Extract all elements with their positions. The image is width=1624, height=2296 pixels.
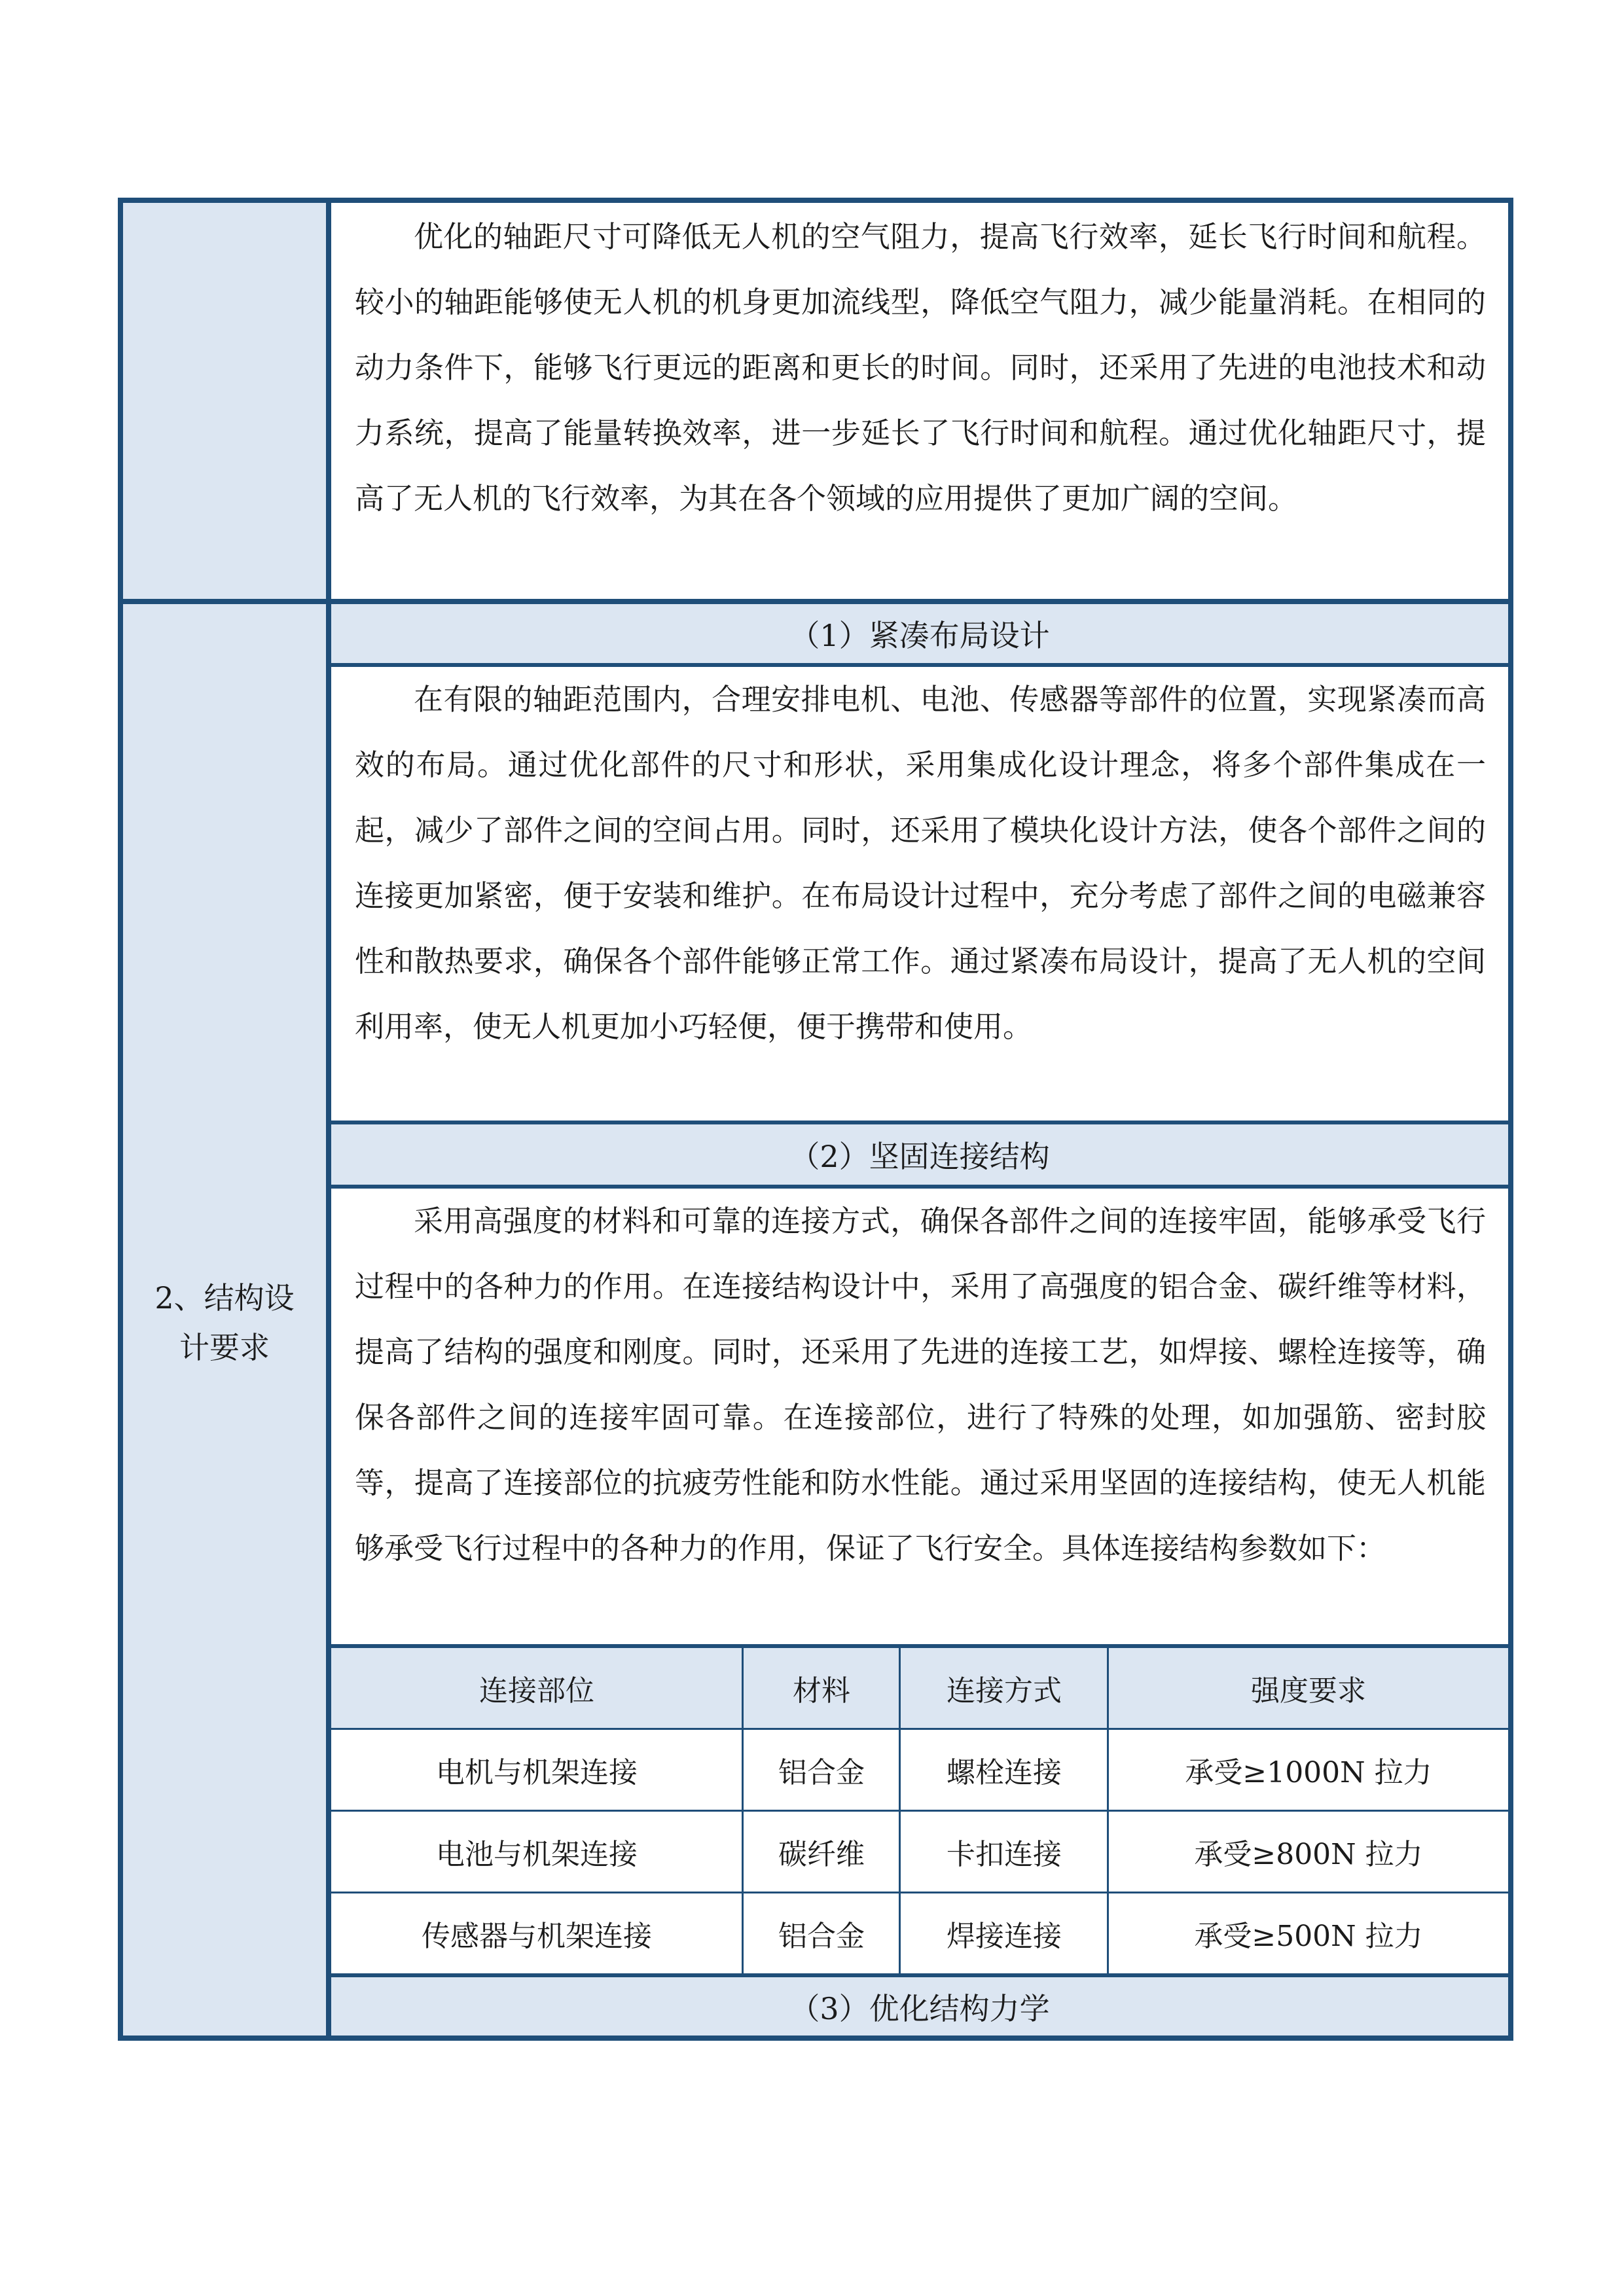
param-table-cell: 卡扣连接: [947, 1838, 1062, 1871]
param-table-col-rule: [742, 1648, 744, 1973]
param-table-cell: 铝合金: [778, 1756, 865, 1789]
param-table-col-rule: [899, 1648, 901, 1973]
section1-paragraph: 优化的轴距尺寸可降低无人机的空气阻力，提高飞行效率，延长飞行时间和航程。较小的轴距能够使无人机的机身更加流线型，降低空气阻力，减少能量消耗。在相同的动力条件下，能够飞行更远的距离和更长的时间。同时，还采用了先进的电池技术和动力系统，提高了能量转换效率，进一步延长了飞行时间和航程。通过优化轴距尺寸，提高了无人机的飞行效率，为其在各个领域的应用提供了更加广阔的空间。: [355, 219, 1486, 516]
param-table-header-strength: 强度要求: [1109, 1648, 1508, 1728]
column-divider: [326, 203, 331, 2036]
param-table-cell: 电池与机架连接: [436, 1838, 638, 1871]
section2-label-line1: 2、结构设: [154, 1280, 295, 1316]
subsection1-title: （1）紧凑布局设计: [331, 604, 1508, 663]
section2-label: [123, 1273, 326, 1372]
param-table-cell: 传感器与机架连接: [422, 1920, 652, 1953]
section2-label-line2: 计要求: [179, 1330, 270, 1365]
param-table-header-method: 连接方式: [901, 1648, 1108, 1728]
param-table-cell: 铝合金: [778, 1920, 865, 1953]
param-table-cell: 承受≥1000N 拉力: [1185, 1756, 1432, 1789]
param-table-cell: 碳纤维: [778, 1838, 865, 1871]
param-table-col-rule: [1107, 1648, 1109, 1973]
param-table-header-material: 材料: [744, 1648, 899, 1728]
param-table-cell: 承受≥500N 拉力: [1194, 1920, 1423, 1953]
subsection2-paragraph: 采用高强度的材料和可靠的连接方式，确保各部件之间的连接牢固，能够承受飞行过程中的各种力的作用。在连接结构设计中，采用了高强度的铝合金、碳纤维等材料，提高了结构的强度和刚度。同时，还采用了先进的连接工艺，如焊接、螺栓连接等，确保各部件之间的连接牢固可靠。在连接部位，进行了特殊的处理，如加强筋、密封胶等，提高了连接部位的抗疲劳性能和防水性能。通过采用坚固的连接结构，使无人机能够承受飞行过程中的各种力的作用，保证了飞行安全。具体连接结构参数如下：: [355, 1204, 1486, 1566]
param-table-cell: 电机与机架连接: [436, 1756, 638, 1789]
section-divider: [123, 599, 1508, 604]
section1-label-cell: [123, 203, 326, 599]
param-table-cell: 承受≥800N 拉力: [1194, 1838, 1423, 1871]
param-table-cell: 焊接连接: [947, 1920, 1062, 1953]
param-table-header-part: 连接部位: [331, 1648, 742, 1728]
subsection3-title: （3）优化结构力学: [331, 1977, 1508, 2036]
param-table-cell: 螺栓连接: [947, 1756, 1062, 1789]
subsection2-title: （2）坚固连接结构: [331, 1124, 1508, 1185]
subsection1-paragraph: 在有限的轴距范围内，合理安排电机、电池、传感器等部件的位置，实现紧凑而高效的布局。通过优化部件的尺寸和形状，采用集成化设计理念，将多个部件集成在一起，减少了部件之间的空间占用。同时，还采用了模块化设计方法，使各个部件之间的连接更加紧密，便于安装和维护。在布局设计过程中，充分考虑了部件之间的电磁兼容性和散热要求，确保各个部件能够正常工作。通过紧凑布局设计，提高了无人机的空间利用率，使无人机更加小巧轻便，便于携带和使用。: [355, 682, 1486, 1044]
